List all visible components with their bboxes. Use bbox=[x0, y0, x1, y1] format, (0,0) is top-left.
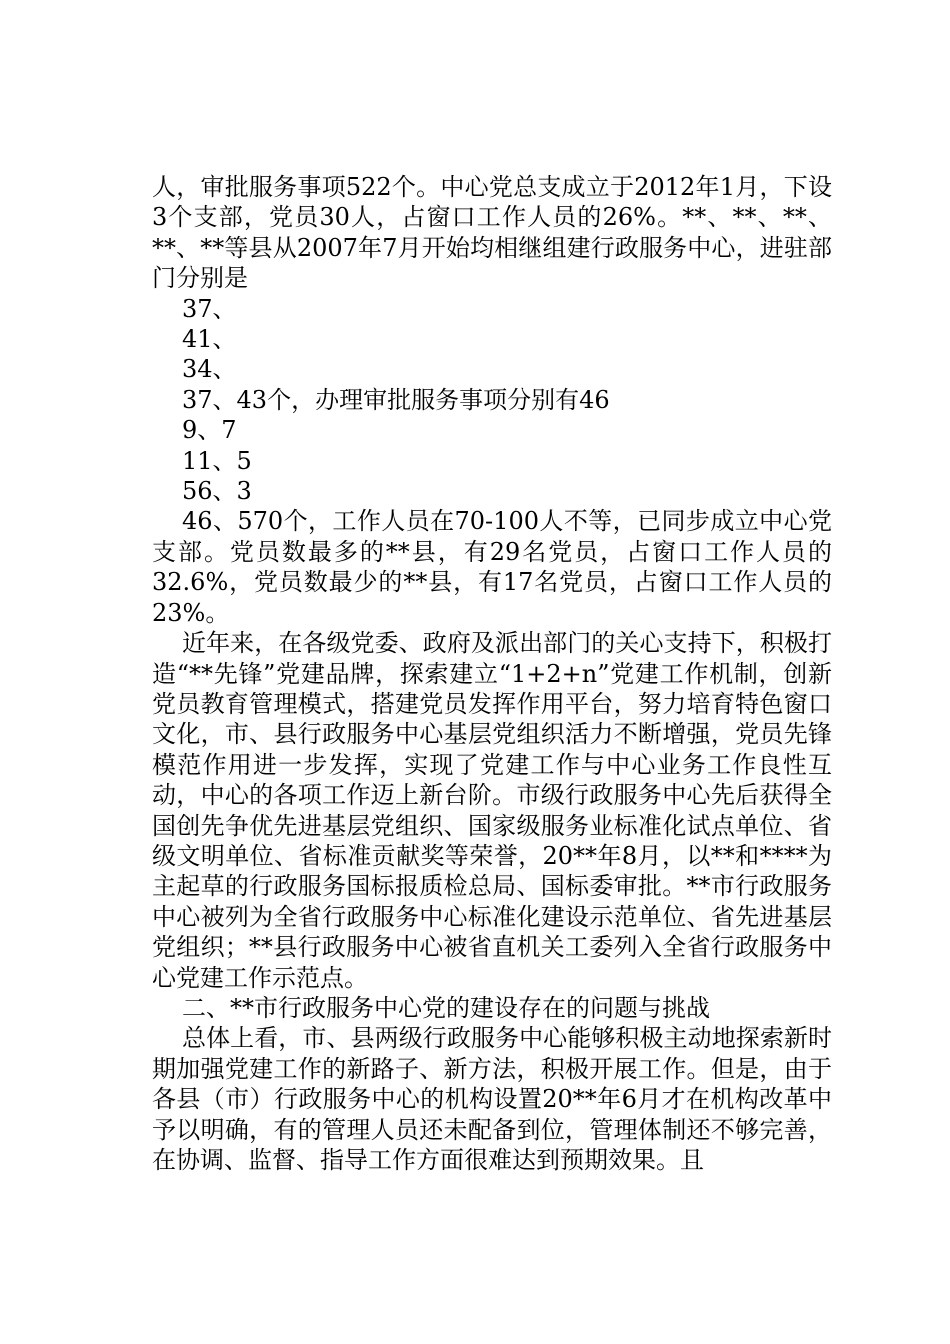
paragraph: 56、3 bbox=[182, 477, 252, 506]
body-text bbox=[152, 172, 832, 1175]
paragraph: 37、43个，办理审批服务事项分别有46 bbox=[182, 385, 610, 414]
paragraph: 总体上看，市、县两级行政服务中心能够积极主动地探索新时期加强党建工作的新路子、新方法，积极开展工作。但是，由于各县（市）行政服务中心的机构设置20**年6月才在机构改革中予以明确，有的管理人员还未配备到位，管理体制还不够完善，在协调、监督、指导工作方面很难达到预期效果。且 bbox=[152, 1024, 832, 1174]
paragraph: 近年来，在各级党委、政府及派出部门的关心支持下，积极打造“**先锋”党建品牌，探索建立“1+2+n”党建工作机制，创新党员教育管理模式，搭建党员发挥作用平台，努力培育特色窗口文化，市、县行政服务中心基层党组织活力不断增强，党员先锋模范作用进一步发挥，实现了党建工作与中心业务工作良性互动，中心的各项工作迈上新台阶。市级行政服务中心先后获得全国创先争优先进基层党组织、国家级服务业标准化试点单位、省级文明单位、省标准贡献奖等荣誉，20**年8月，以**和****为主起草的行政服务国标报质检总局、国标委审批。**市行政服务中心被列为全省行政服务中心标准化建设示范单位、省先进基层党组织；**县行政服务中心被省直机关工委列入全省行政服务中心党建工作示范点。 bbox=[152, 629, 832, 992]
paragraph: 37、 bbox=[182, 294, 237, 323]
paragraph: 46、570个，工作人员在70-100人不等，已同步成立中心党支部。党员数最多的**县，有29名党员，占窗口工作人员的32.6%，党员数最少的**县，有17名党员，占窗口工作人员的23%。 bbox=[152, 507, 832, 627]
paragraph: 人，审批服务事项522个。中心党总支成立于2012年1月，下设3个支部，党员30人，占窗口工作人员的26%。**、**、**、**、**等县从2007年7月开始均相继组建行政服务中心，进驻部门分别是 bbox=[152, 173, 832, 293]
paragraph: 9、7 bbox=[182, 416, 237, 445]
section-heading: 二、**市行政服务中心党的建设存在的问题与挑战 bbox=[182, 993, 710, 1022]
paragraph: 41、 bbox=[182, 325, 237, 354]
paragraph: 34、 bbox=[182, 355, 237, 384]
paragraph: 11、5 bbox=[182, 446, 252, 475]
